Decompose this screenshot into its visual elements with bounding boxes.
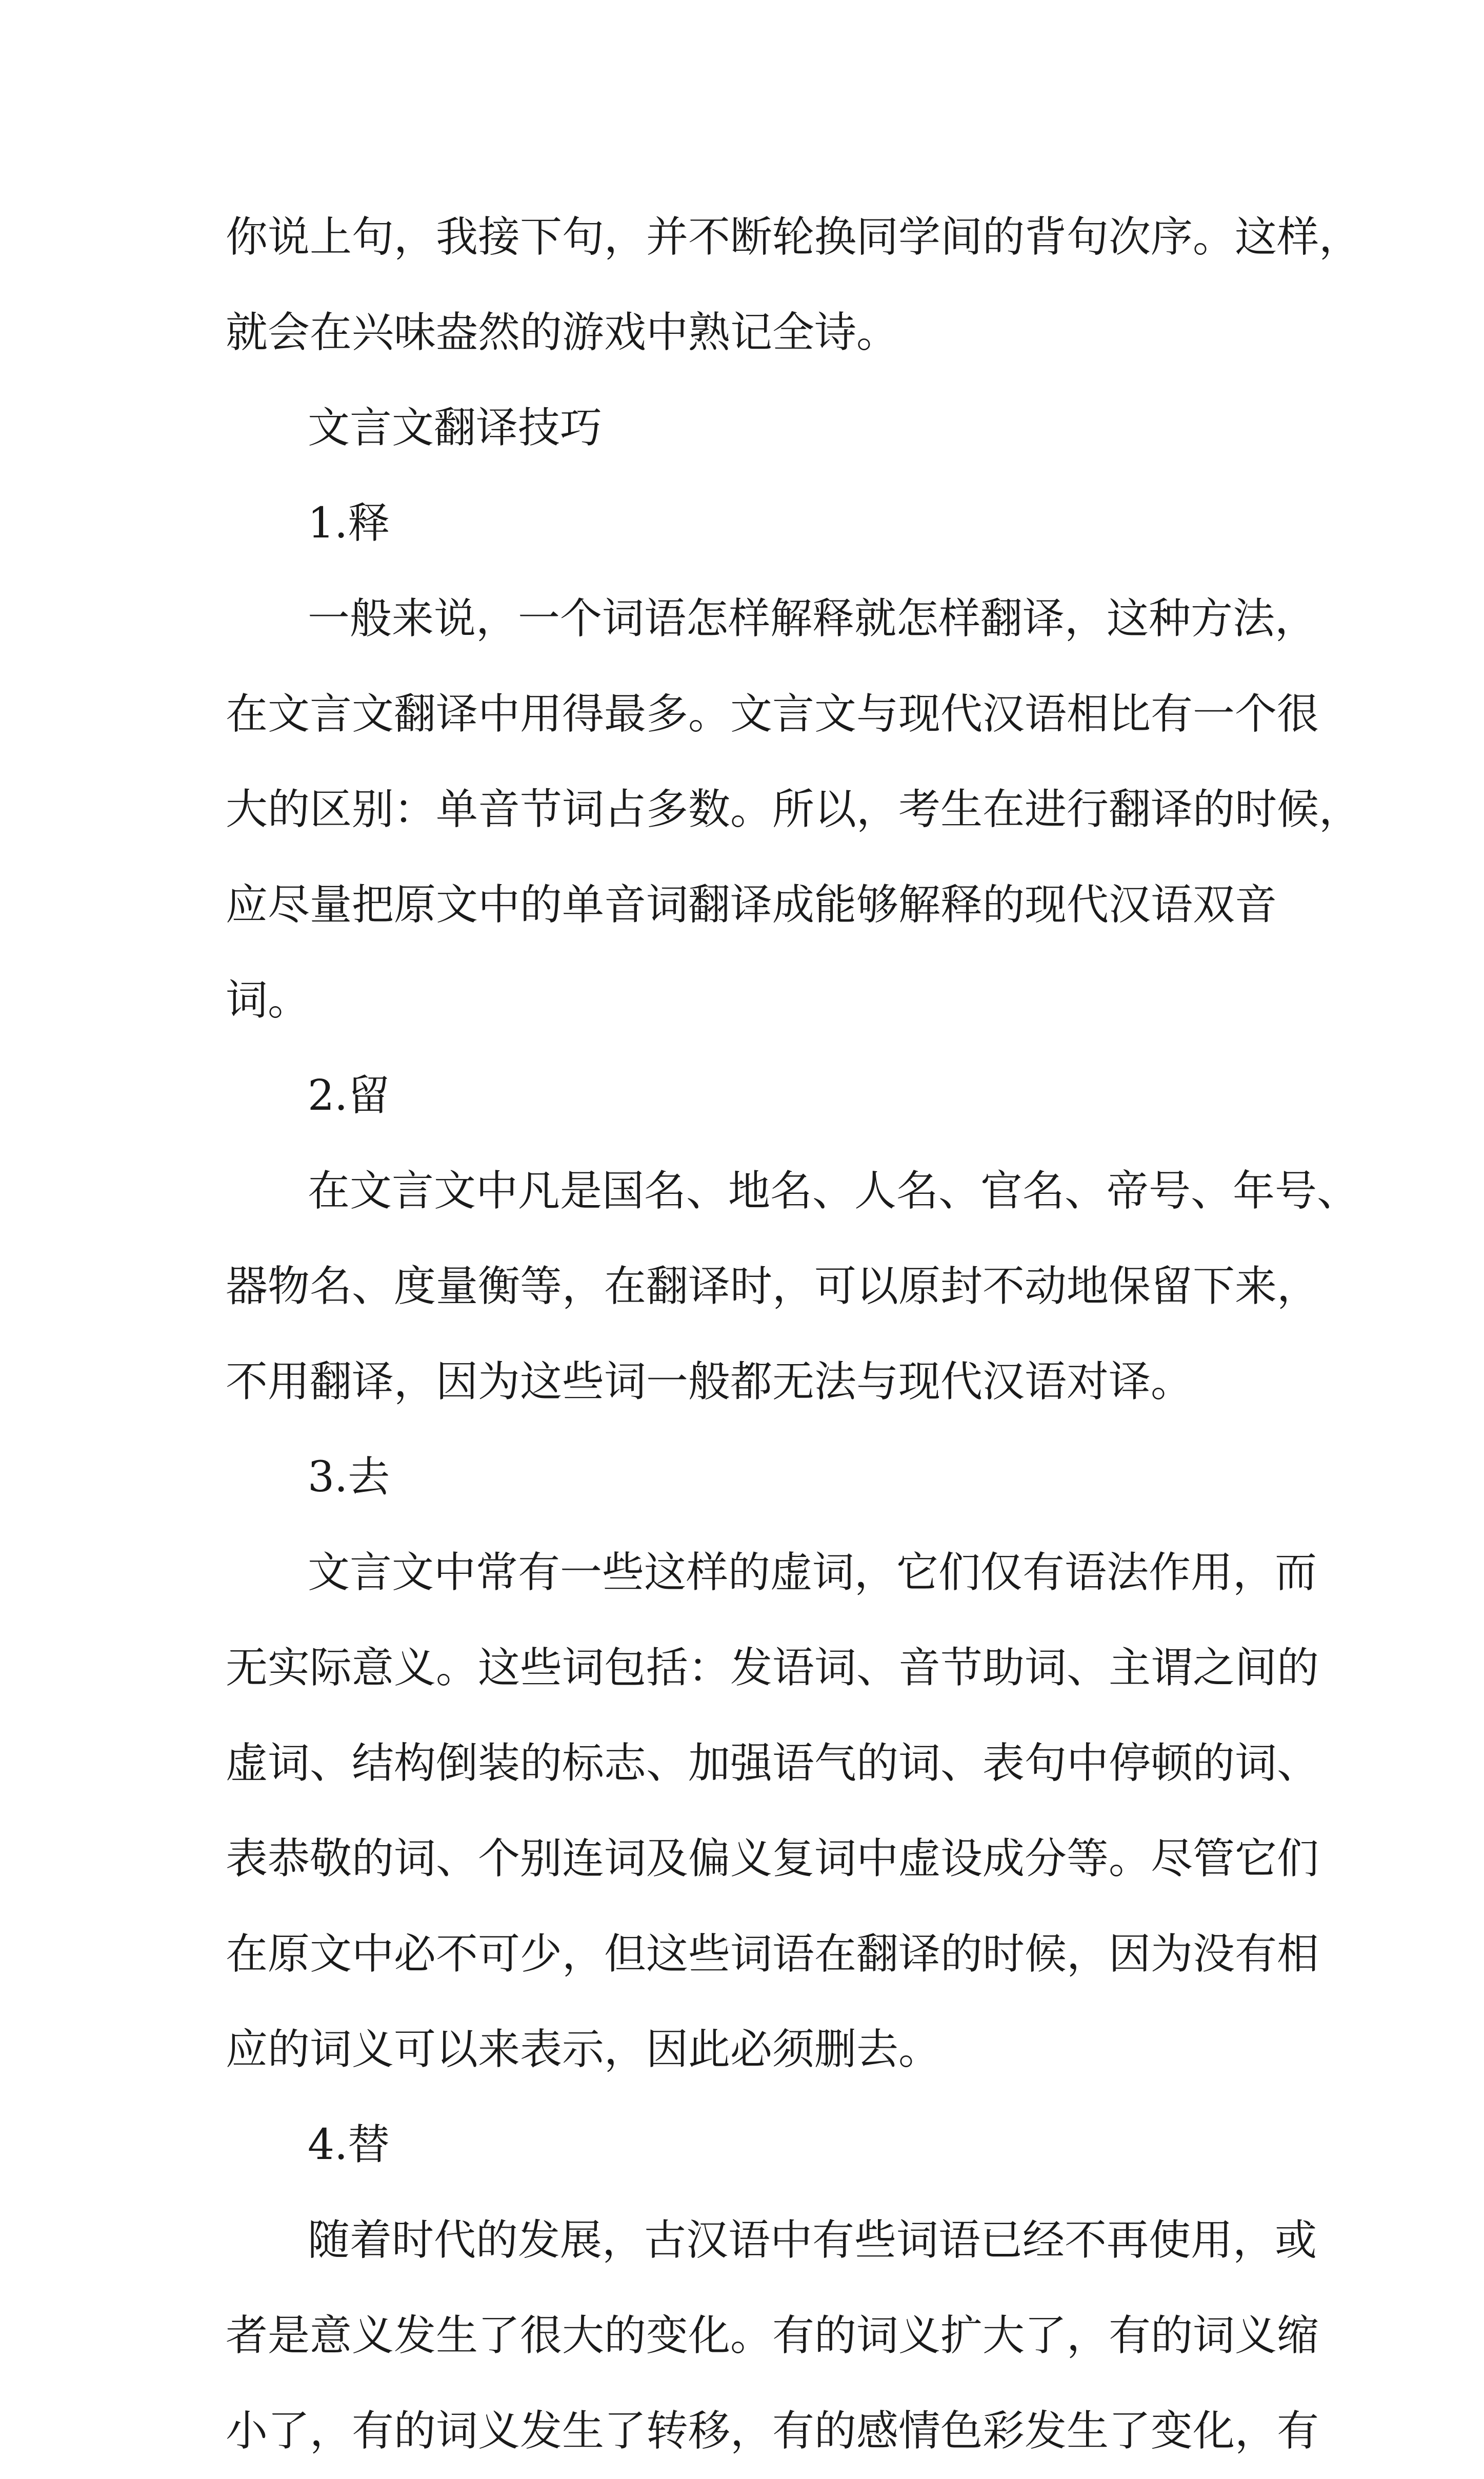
item-heading-3: 3.去 [308,1453,390,1502]
paragraph-line: 表恭敬的词、个别连词及偏义复词中虚设成分等。尽管它们 [226,1834,1319,1883]
paragraph-line: 在原文中必不可少，但这些词语在翻译的时候，因为没有相 [226,1930,1319,1978]
paragraph-line: 词。 [226,976,310,1025]
paragraph-line: 文言文中常有一些这样的虚词，它们仅有语法作用，而 [308,1548,1317,1597]
item-heading-1: 1.释 [308,499,390,548]
document-body [226,190,1361,2479]
paragraph-line: 不用翻译，因为这些词一般都无法与现代汉语对译。 [226,1357,1193,1406]
paragraph-line: 随着时代的发展，古汉语中有些词语已经不再使用，或 [308,2216,1317,2265]
paragraph-line: 你说上句，我接下句，并不断轮换同学间的背句次序。这样， [226,213,1361,262]
item-heading-2: 2.留 [308,1071,390,1120]
paragraph-line: 器物名、度量衡等，在翻译时，可以原封不动地保留下来， [226,1262,1319,1311]
paragraph-line: 一般来说，一个词语怎样解释就怎样翻译，这种方法， [308,594,1317,643]
paragraph-line: 小了，有的词义发生了转移，有的感情色彩发生了变化，有 [226,2407,1319,2455]
section-heading: 文言文翻译技巧 [308,404,603,452]
paragraph-line: 在文言文翻译中用得最多。文言文与现代汉语相比有一个很 [226,690,1319,738]
paragraph-line: 无实际意义。这些词包括：发语词、音节助词、主谓之间的 [226,1644,1319,1692]
paragraph-line: 者是意义发生了很大的变化。有的词义扩大了，有的词义缩 [226,2311,1319,2360]
paragraph-line: 应的词义可以来表示，因此必须删去。 [226,2025,941,2074]
paragraph-line: 在文言文中凡是国名、地名、人名、官名、帝号、年号、 [308,1167,1359,1215]
paragraph-line: 就会在兴味盎然的游戏中熟记全诗。 [226,308,899,357]
paragraph-line: 大的区别：单音节词占多数。所以，考生在进行翻译的时候， [226,785,1361,834]
item-heading-4: 4.替 [308,2121,390,2169]
paragraph-line: 应尽量把原文中的单音词翻译成能够解释的现代汉语双音 [226,881,1277,929]
paragraph-line: 虚词、结构倒装的标志、加强语气的词、表句中停顿的词、 [226,1739,1319,1788]
